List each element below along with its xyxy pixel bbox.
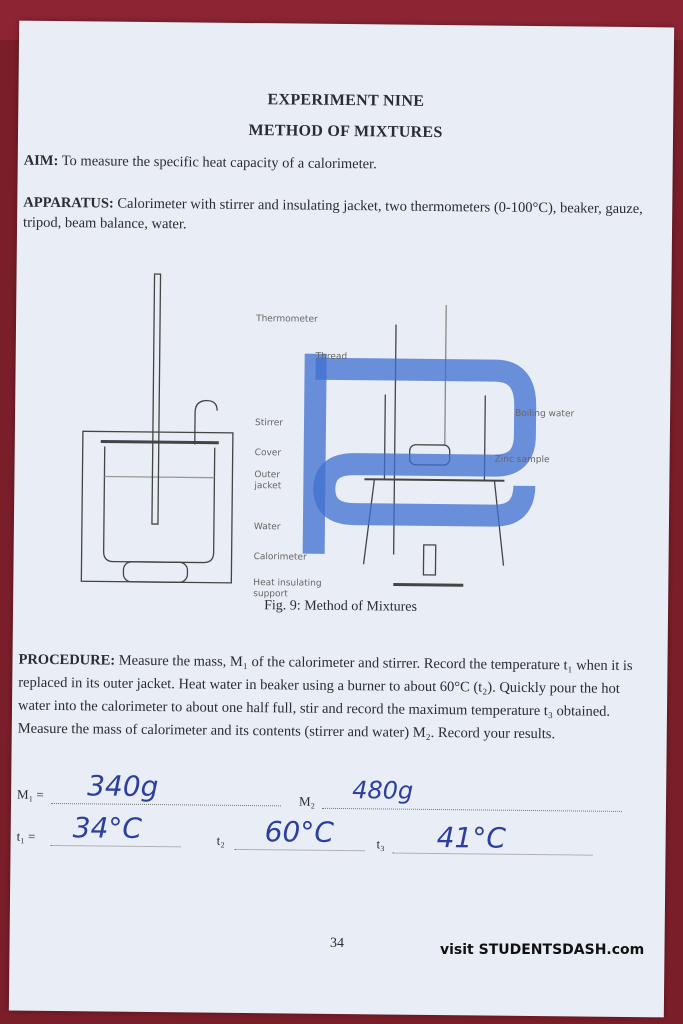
t2-label: t₂ — [216, 832, 225, 848]
t1-line — [51, 845, 181, 847]
aim-text: To measure the specific heat capacity of a calorimeter. — [61, 153, 377, 173]
t3-value: 41°C — [436, 821, 507, 855]
t2-value: 60°C — [264, 815, 335, 849]
page-number: 34 — [329, 935, 345, 952]
burner-shape — [423, 545, 435, 575]
t3-label: t₃ — [376, 836, 385, 852]
water-surface — [104, 477, 214, 478]
figure-caption: Fig. 9: Method of Mixtures — [264, 598, 418, 615]
label-calorimeter: Calorimeter — [253, 552, 307, 563]
t2-line — [235, 849, 365, 851]
results-section — [16, 771, 637, 867]
label-jacket: jacket — [254, 481, 282, 492]
apparatus-section — [23, 193, 658, 240]
label-boiling-water: Boiling water — [515, 408, 575, 420]
textbook-page — [9, 21, 674, 1018]
procedure-section — [18, 649, 654, 748]
experiment-subtitle: METHOD OF MIXTURES — [248, 122, 443, 142]
m1-label: M₁ = — [17, 786, 44, 802]
label-heat-insulating: Heat insulating — [253, 578, 322, 589]
experiment-title: EXPERIMENT NINE — [267, 91, 425, 110]
label-zinc-sample: Zinc sample — [494, 454, 550, 466]
gauze-shape — [364, 479, 504, 480]
stirrer-shape — [195, 400, 217, 444]
label-stirrer: Stirrer — [254, 418, 284, 429]
m1-value: 340g — [87, 769, 159, 804]
procedure-text: Measure the mass, M₁ of the calorimeter and stirrer. Record the temperature t₁ when it is replaced in its outer jacket. Heat water in beaker using a burner to about 60°C (t₂). Quickly pour the hot water into the calorimeter to about one half full, stir and record the maximum temperature t₃ obtained. Measure the mass of calorimeter and its contents (stirrer and water) M₂. Record your results. — [17, 652, 633, 743]
m2-line — [322, 808, 622, 812]
label-cover: Cover — [254, 448, 282, 459]
label-outer: Outer — [254, 470, 281, 481]
label-water: Water — [253, 522, 281, 533]
label-support: support — [253, 589, 288, 600]
watermark-site-text: visit STUDENTSDASH.com — [440, 942, 645, 958]
m2-label: M₂ — [298, 793, 316, 809]
m2-value: 480g — [352, 776, 414, 805]
t1-value: 34°C — [72, 811, 143, 845]
method-of-mixtures-diagram — [63, 261, 627, 607]
watermark-logo-shape — [314, 369, 526, 516]
apparatus-label: APPARATUS: — [23, 194, 114, 212]
aim-section — [24, 151, 659, 178]
cover-shape — [101, 441, 219, 442]
apparatus-text: Calorimeter with stirrer and insulating jacket, two thermometers (0-100°C), beaker, gauze, tripod, beam balance, water. — [23, 195, 643, 233]
t1-label: t₁ = — [16, 828, 36, 844]
label-thermometer: Thermometer — [256, 314, 318, 325]
thermometer-shape — [152, 274, 161, 524]
aim-label: AIM: — [23, 152, 59, 170]
burner-base-shape — [393, 585, 463, 586]
m1-line — [51, 803, 281, 806]
support-shape — [123, 562, 187, 583]
procedure-label: PROCEDURE: — [18, 651, 116, 669]
label-thread: Thread — [315, 351, 348, 363]
watermark-logo-bar — [314, 354, 316, 554]
